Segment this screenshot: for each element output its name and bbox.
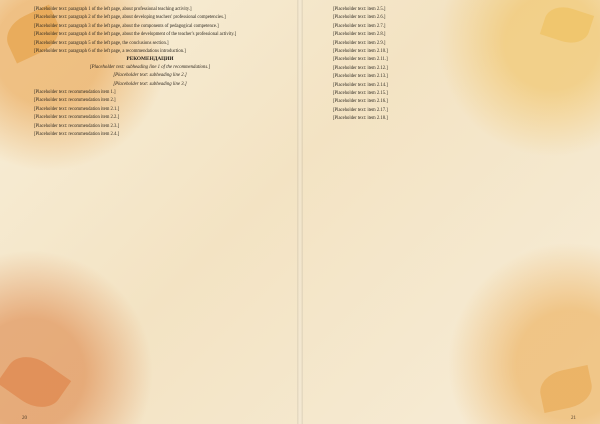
recommendation-paragraph: [Placeholder text: recommendation item 2.] (34, 98, 116, 104)
recommendation-paragraph: [Placeholder text: recommendation item 2.2.] (34, 115, 120, 121)
paragraph: [Placeholder text: item 2.12.] (333, 65, 388, 71)
recommendation-paragraph: [Placeholder text: recommendation item 2.3.] (34, 123, 120, 129)
paragraph: [Placeholder text: paragraph 6 of the left page, a recommendations introduction.] (34, 49, 186, 55)
paragraph: [Placeholder text: item 2.11.] (333, 57, 388, 63)
paragraph: [Placeholder text: paragraph 2 of the left page, about developing teachers' professional competencies.] (34, 15, 226, 21)
paragraph: [Placeholder text: item 2.15.] (333, 91, 388, 97)
subheading-line: [Placeholder text: subheading line 2.] (113, 73, 187, 79)
paragraph: [Placeholder text: item 2.17.] (333, 107, 388, 113)
paragraph: [Placeholder text: item 2.16.] (333, 99, 388, 105)
right-page (300, 0, 600, 424)
paragraph: [Placeholder text: item 2.7.] (333, 23, 386, 29)
paragraph: [Placeholder text: paragraph 3 of the left page, about the components of pedagogical competence.] (34, 23, 219, 29)
paragraph: [Placeholder text: item 2.5.] (333, 7, 386, 12)
page-number: 20 (22, 416, 27, 421)
paragraph: [Placeholder text: item 2.10.] (333, 49, 388, 55)
page-number: 21 (571, 416, 576, 421)
recommendation-paragraph: [Placeholder text: recommendation item 2.4.] (34, 131, 120, 137)
paragraph: [Placeholder text: item 2.8.] (333, 32, 386, 38)
subheading-line: [Placeholder text: subheading line 3.] (113, 81, 187, 87)
paragraph: [Placeholder text: item 2.18.] (333, 116, 388, 122)
paragraph: [Placeholder text: item 2.13.] (333, 74, 388, 80)
subheading-line: [Placeholder text: subheading line 1 of the recommendations.] (89, 65, 211, 71)
paragraph: [Placeholder text: paragraph 1 of the left page, about professional teaching activity.] (34, 7, 192, 12)
paragraph: [Placeholder text: item 2.9.] (333, 40, 386, 46)
paragraph: [Placeholder text: item 2.6.] (333, 15, 386, 21)
paragraph: [Placeholder text: paragraph 4 of the left page, about the development of the teacher's professional activity.] (34, 32, 237, 38)
paragraph: [Placeholder text: paragraph 5 of the left page, the conclusions section.] (34, 40, 169, 46)
recommendation-paragraph: [Placeholder text: recommendation item 1.] (34, 89, 116, 95)
section-heading: РЕКОМЕНДАЦИИ (126, 56, 174, 63)
recommendation-paragraph: [Placeholder text: recommendation item 2.1.] (34, 106, 120, 112)
paragraph: [Placeholder text: item 2.14.] (333, 82, 388, 88)
